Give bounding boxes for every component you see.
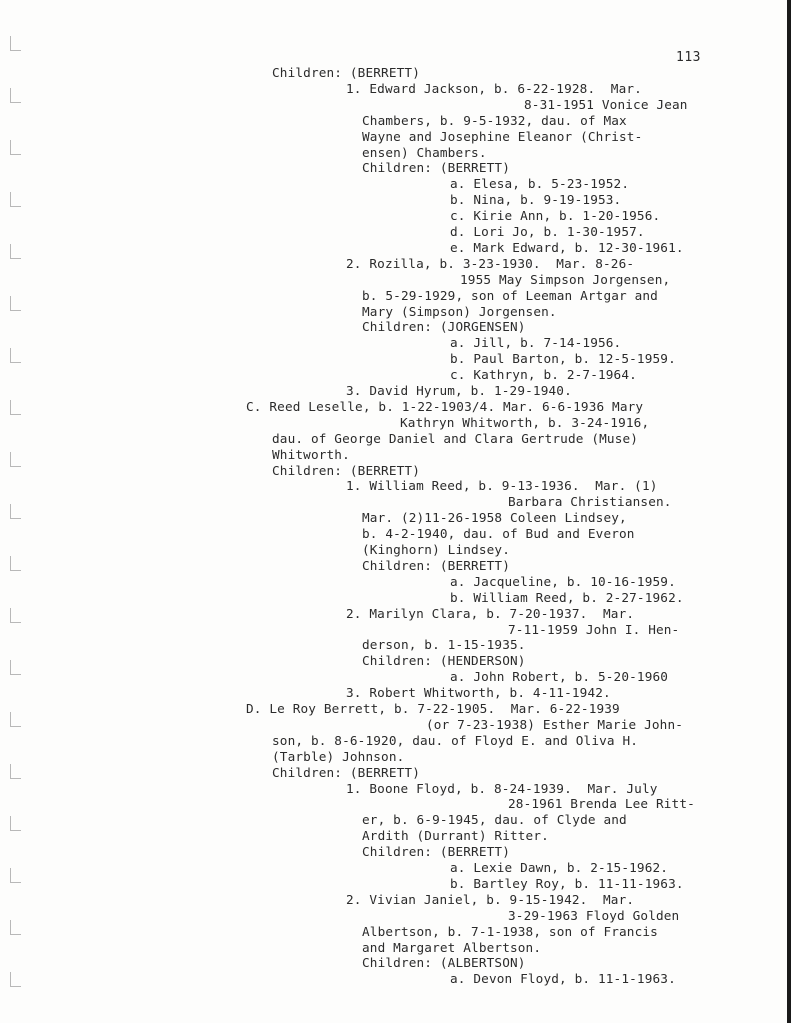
text-line: e. Mark Edward, b. 12-30-1961. <box>450 239 684 255</box>
binder-hole-mark <box>10 712 21 727</box>
page-edge-shadow <box>787 0 791 1023</box>
text-line: b. Paul Barton, b. 12-5-1959. <box>450 351 676 367</box>
text-line: Whitworth. <box>272 446 350 462</box>
text-line: Kathryn Whitworth, b. 3-24-1916, <box>400 414 650 430</box>
text-line: Children: (JORGENSEN) <box>362 319 526 335</box>
binder-hole-mark <box>10 192 21 207</box>
text-line: b. William Reed, b. 2-27-1962. <box>450 589 684 605</box>
binder-hole-mark <box>10 88 21 103</box>
binder-hole-mark <box>10 764 21 779</box>
text-line: a. Lexie Dawn, b. 2-15-1962. <box>450 860 669 875</box>
text-line: 1. William Reed, b. 9-13-1936. Mar. (1) <box>346 478 658 494</box>
text-line: b. Nina, b. 9-19-1953. <box>450 192 622 208</box>
text-line: a. Devon Floyd, b. 11-1-1963. <box>450 971 676 987</box>
binder-hole-mark <box>10 400 21 415</box>
text-line: Children: (BERRETT) <box>272 462 420 478</box>
text-line: son, b. 8-6-1920, dau. of Floyd E. and Oliva H. <box>272 732 639 748</box>
text-line: Ardith (Durrant) Ritter. <box>362 828 549 844</box>
text-line: 8-31-1951 Vonice Jean <box>524 96 688 112</box>
binder-hole-mark <box>10 972 21 987</box>
text-line: b. 5-29-1929, son of Leeman Artgar and <box>362 287 658 303</box>
text-line: 2. Marilyn Clara, b. 7-20-1937. Mar. <box>346 605 635 621</box>
text-line: 2. Rozilla, b. 3-23-1930. Mar. 8-26- <box>346 255 635 271</box>
binder-hole-mark <box>10 920 21 935</box>
text-line: 28-1961 Brenda Lee Ritt- <box>508 796 695 812</box>
text-line: b. 4-2-1940, dau. of Bud and Everon <box>362 526 635 542</box>
binder-hole-mark <box>10 140 21 155</box>
binder-hole-mark <box>10 504 21 519</box>
text-line: a. Jacqueline, b. 10-16-1959. <box>450 573 676 589</box>
text-line: 1. Boone Floyd, b. 8-24-1939. Mar. July <box>346 780 658 796</box>
text-line: Albertson, b. 7-1-1938, son of Francis <box>362 923 658 939</box>
text-line: Wayne and Josephine Eleanor (Christ- <box>362 128 643 144</box>
text-line: c. Kirie Ann, b. 1-20-1956. <box>450 208 661 224</box>
text-line: ensen) Chambers. <box>362 144 487 160</box>
text-line: (or 7-23-1938) Esther Marie John- <box>426 716 684 732</box>
text-line: Children: (BERRETT) <box>362 160 510 176</box>
text-line: and Margaret Albertson. <box>362 939 542 955</box>
binder-hole-mark <box>10 816 21 831</box>
text-line: 1. Edward Jackson, b. 6-22-1928. Mar. <box>346 80 642 96</box>
text-line: Children: (BERRETT) <box>272 764 420 780</box>
text-line: dau. of George Daniel and Clara Gertrude (Muse) <box>272 430 639 446</box>
binder-hole-mark <box>10 608 21 623</box>
text-line: er, b. 6-9-1945, dau. of Clyde and <box>362 812 627 828</box>
text-line: Children: (BERRETT) <box>362 557 510 573</box>
text-line: Mary (Simpson) Jorgensen. <box>362 303 557 319</box>
text-line: Chambers, b. 9-5-1932, dau. of Max <box>362 112 627 128</box>
text-line: Children: (HENDERSON) <box>362 653 526 669</box>
binder-hole-mark <box>10 868 21 883</box>
text-line: 7-11-1959 John I. Hen- <box>508 621 680 637</box>
text-line: 1955 May Simpson Jorgensen, <box>460 271 671 287</box>
text-line: a. Elesa, b. 5-23-1952. <box>450 176 630 192</box>
binder-hole-mark <box>10 348 21 363</box>
text-line: Barbara Christiansen. <box>508 494 672 510</box>
binder-hole-mark <box>10 296 21 311</box>
text-line: derson, b. 1-15-1935. <box>362 637 526 653</box>
text-line: a. John Robert, b. 5-20-1960 <box>450 669 669 685</box>
binder-hole-mark <box>10 36 21 51</box>
binder-hole-mark <box>10 452 21 467</box>
binder-hole-mark <box>10 556 21 571</box>
page-number: 113 <box>676 50 701 65</box>
text-line: 3. David Hyrum, b. 1-29-1940. <box>346 383 572 398</box>
text-line: b. Bartley Roy, b. 11-11-1963. <box>450 875 684 891</box>
binder-hole-mark <box>10 244 21 259</box>
text-line: Children: (BERRETT) <box>362 844 510 860</box>
text-line: (Kinghorn) Lindsey. <box>362 542 510 557</box>
text-line: d. Lori Jo, b. 1-30-1957. <box>450 224 645 239</box>
text-line: a. Jill, b. 7-14-1956. <box>450 335 622 351</box>
text-line: Mar. (2)11-26-1958 Coleen Lindsey, <box>362 510 627 526</box>
text-line: 3. Robert Whitworth, b. 4-11-1942. <box>346 685 611 701</box>
text-line: D. Le Roy Berrett, b. 7-22-1905. Mar. 6-22-1939 <box>246 701 620 716</box>
text-line: c. Kathryn, b. 2-7-1964. <box>450 367 637 383</box>
text-line: Children: (BERRETT) <box>272 65 420 80</box>
text-line: 2. Vivian Janiel, b. 9-15-1942. Mar. <box>346 891 635 907</box>
text-line: C. Reed Leselle, b. 1-22-1903/4. Mar. 6-6-1936 Mary <box>246 398 644 414</box>
text-line: Children: (ALBERTSON) <box>362 955 526 971</box>
binder-hole-mark <box>10 660 21 675</box>
text-line: (Tarble) Johnson. <box>272 748 405 764</box>
text-line: 3-29-1963 Floyd Golden <box>508 907 680 923</box>
